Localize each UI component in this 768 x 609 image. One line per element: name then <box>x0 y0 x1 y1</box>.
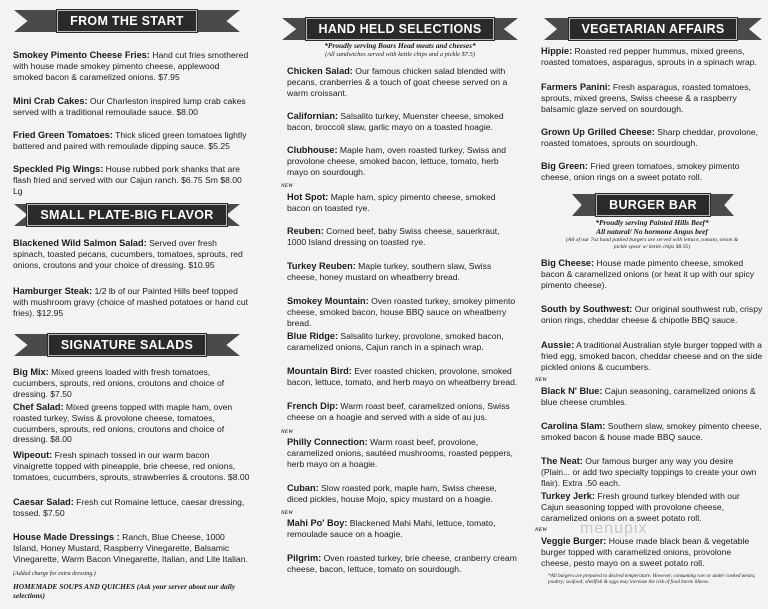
item-name: Smokey Mountain: <box>287 296 369 306</box>
item-desc: Corned beef, baby Swiss cheese, sauerkraut, 1000 Island dressing on toasted rye. <box>287 226 500 247</box>
menu-item <box>287 192 519 214</box>
item-name: Hot Spot: <box>287 192 329 202</box>
item-name: Mini Crab Cakes: <box>13 96 88 106</box>
item-desc: Served over fresh spinach, toasted pecans, cucumbers, tomatoes, sprouts, red onions, croutons and your choice of dressing. $10.95 <box>13 238 243 270</box>
item-desc: Our Charleston inspired lump crab cakes served with a traditional remoulade sauce. $8.00 <box>13 96 246 117</box>
section-banner-salads <box>14 334 240 356</box>
menu-item <box>287 437 519 469</box>
item-desc: Thick sliced green tomatoes lightly battered and paired with remoulade dipping sauce. $5.25 <box>13 130 247 151</box>
item-desc: Fresh cut Romaine lettuce, caesar dressing, tossed. $7.50 <box>13 497 245 518</box>
menu-item <box>541 491 763 523</box>
item-desc: Blackened Mahi Mahi, lettuce, tomato, remoulade sauce on a hoagie. <box>287 518 496 539</box>
item-desc: Salsalito turkey, provolone, smoked bacon, caramelized onions, Cajun ranch in a spinach wrap. <box>287 331 504 352</box>
menu-item <box>13 497 251 519</box>
item-desc: Warm roast beef, provolone, caramelized onions, sautéed mushrooms, roasted peppers, herb mayo on a hoagie. <box>287 437 513 469</box>
hand-note: *Proudly serving Boars Head meats and cheeses* <box>324 41 476 50</box>
item-name: Mahi Po' Boy: <box>287 518 348 528</box>
item-desc: Maple ham, oven roasted turkey, Swiss and provolone cheese, smoked bacon, lettuce, tomato, herb mayo on sourdough. <box>287 145 506 177</box>
item-name: Turkey Jerk: <box>541 491 595 501</box>
menu-item <box>13 50 251 82</box>
menu-item <box>13 96 251 118</box>
item-name: French Dip: <box>287 401 339 411</box>
item-name: Carolina Slam: <box>541 421 606 431</box>
menu-item <box>13 286 251 318</box>
item-name: Chef Salad: <box>13 402 64 412</box>
item-name: Wipeout: <box>13 450 53 460</box>
burger-subnote: (All of our 7oz hand pattied burgers are served with lettuce, tomato, onion & pickle spear w/ kettle chips $8.95) <box>565 237 739 250</box>
hand-subnote: (All sandwiches served with kettle chips and a pickle $7.5) <box>325 51 475 58</box>
item-name: Chicken Salad: <box>287 66 353 76</box>
item-desc: 1/2 lb of our Painted Hills beef topped with mushroom gravy (choice of mashed potatoes or hand cut fries). $12.95 <box>13 286 249 318</box>
item-desc: Mixed greens topped with maple ham, oven roasted turkey, Swiss & provolone cheese, tomatoes, cucumbers, sprouts, red onions, croutons and choice of dressing. $8.00 <box>13 402 233 445</box>
item-desc: Our original southwest rub, crispy onion rings, cheddar cheese & chipotle BBQ sauce. <box>541 304 763 325</box>
item-desc: Fresh ground turkey blended with our Cajun seasoning topped with provolone cheese, caramelized onions on a sweet potato roll. <box>541 491 740 523</box>
watermark: menupix <box>580 520 648 537</box>
burger-note-2: All natural/ No hormone Angus beef <box>596 227 708 236</box>
section-banner-burger <box>572 194 734 216</box>
item-name: Turkey Reuben: <box>287 261 356 271</box>
item-name: Clubhouse: <box>287 145 338 155</box>
menu-item <box>541 258 763 290</box>
item-desc: Mixed greens loaded with fresh tomatoes, cucumbers, sprouts, red onions, croutons and choice of dressing. $7.50 <box>13 367 225 399</box>
item-desc: House made black bean & vegetable burger topped with caramelized onions, provolone cheese, pesto mayo on a sweet potato roll. <box>541 536 750 568</box>
item-name: Veggie Burger: <box>541 536 607 546</box>
menu-item <box>13 532 251 564</box>
menu-item <box>287 483 519 505</box>
menu-item <box>287 366 519 388</box>
menu-item <box>13 402 251 445</box>
item-desc: Sharp cheddar, provolone, roasted tomatoes, sprouts on sourdough. <box>541 127 759 148</box>
menu-item <box>13 450 251 482</box>
item-name: Hamburger Steak: <box>13 286 93 296</box>
menu-item <box>13 164 251 196</box>
item-name: Blue Ridge: <box>287 331 339 341</box>
item-desc: Maple ham, spicy pimento cheese, smoked bacon on toasted rye. <box>287 192 496 213</box>
menu-item <box>541 46 763 68</box>
item-name: Californian: <box>287 111 339 121</box>
item-desc: Maple turkey, southern slaw, Swiss cheese, honey mustard on wheatberry bread. <box>287 261 492 282</box>
section-title-hand: HAND HELD SELECTIONS <box>306 18 495 40</box>
menu-item <box>541 340 763 372</box>
menu-item <box>541 456 763 488</box>
section-banner-start <box>14 10 240 32</box>
item-name: Big Green: <box>541 161 588 171</box>
item-name: Pilgrim: <box>287 553 322 563</box>
menu-item <box>287 145 519 177</box>
item-name: Fried Green Tomatoes: <box>13 130 113 140</box>
new-badge: NEW <box>281 511 293 516</box>
item-name: Big Mix: <box>13 367 49 377</box>
item-desc: House rubbed pork shanks that are flash fried and served with our Cajun ranch. $6.75 Sm $8.00 Lg <box>13 164 242 196</box>
section-title-burger: BURGER BAR <box>596 194 710 216</box>
burger-note: *Proudly serving Painted Hills Beef* <box>595 218 709 227</box>
item-name: Hippie: <box>541 46 573 56</box>
section-banner-hand <box>282 18 518 40</box>
section-title-veg: VEGETARIAN AFFAIRS <box>569 18 738 40</box>
section-title-start: FROM THE START <box>57 10 197 32</box>
menu-item <box>287 226 519 248</box>
item-desc: Oven roasted turkey, brie cheese, cranberry cream cheese, bacon, lettuce, tomato on sourdough. <box>287 553 517 574</box>
new-badge: NEW <box>535 378 547 383</box>
menu-item <box>13 130 251 152</box>
section-title-small: SMALL PLATE-BIG FLAVOR <box>27 204 226 226</box>
menu-item <box>287 261 519 283</box>
menu-item <box>287 401 519 423</box>
menu-item <box>287 518 519 540</box>
item-name: Reuben: <box>287 226 324 236</box>
section-banner-small <box>14 204 240 226</box>
item-desc: Fried green tomatoes, smokey pimento cheese, onion rings on a sweet potato roll. <box>541 161 740 182</box>
item-name: Cuban: <box>287 483 319 493</box>
item-desc: Fresh spinach tossed in our warm bacon vinaigrette topped with pineapple, brie cheese, red onions, tomatoes, cucumbers, sprouts, strawberries & croutons. $8.00 <box>13 450 250 482</box>
item-name: Philly Connection: <box>287 437 368 447</box>
menu-item <box>287 66 519 98</box>
menu-item <box>287 111 519 133</box>
item-desc: Southern slaw, smokey pimento cheese, smoked bacon & house made BBQ sauce. <box>541 421 762 442</box>
menu-item <box>541 421 763 443</box>
burger-footnote: *All burgers are prepared to desired temperature. However, consuming raw or under cooked meats; poultry; seafood; shellfish & eggs may increase the risk of food borne illness. <box>548 573 756 586</box>
menu-item <box>287 331 519 353</box>
item-desc: Slow roasted pork, maple ham, Swiss cheese, diced pickles, house Mojo, spicy mustard on a hoagie. <box>287 483 497 504</box>
item-desc: House made pimento cheese, smoked bacon & caramelized onions (or heat it up with our spicy pimento cheese). <box>541 258 755 290</box>
item-name: Caesar Salad: <box>13 497 74 507</box>
item-desc: Hand cut fries smothered with house made smokey pimento cheese, applewood smoked bacon & caramelized onions. $7.95 <box>13 50 249 82</box>
item-name: Farmers Panini: <box>541 82 611 92</box>
item-desc: Our famous chicken salad blended with pecans, cranberries & a touch of goat cheese served on a warm croissant. <box>287 66 508 98</box>
item-name: House Made Dressings : <box>13 532 120 542</box>
item-desc: Oven roasted turkey, smokey pimento cheese, smoked bacon, house BBQ sauce on wheatberry bread. <box>287 296 516 328</box>
menu-item <box>541 82 763 114</box>
new-badge: NEW <box>281 184 293 189</box>
section-title-salads: SIGNATURE SALADS <box>48 334 206 356</box>
item-desc: A traditional Australian style burger topped with a fried egg, smoked bacon, cheddar cheese and on the side pickled onions & cucumbers. <box>541 340 763 372</box>
menu-item <box>541 127 763 149</box>
menu-item <box>287 553 519 575</box>
item-name: Black N' Blue: <box>541 386 603 396</box>
menu-item <box>13 367 251 399</box>
dressing-note: (Added charge for extra dressing.) <box>13 571 96 577</box>
item-desc: Our famous burger any way you desire (Plain... or add two specialty toppings to create your own flair). Extra .50 each. <box>541 456 757 488</box>
menu-item <box>13 238 251 270</box>
item-desc: Roasted red pepper hummus, mixed greens, roasted tomatoes, asparagus, sprouts in a spinach wrap. <box>541 46 757 67</box>
item-desc: Fresh asparagus, roasted tomatoes, sprouts, mixed greens, Swiss cheese & a raspberry balsamic glaze served on sourdough. <box>541 82 751 114</box>
item-name: Grown Up Grilled Cheese: <box>541 127 655 137</box>
item-name: Big Cheese: <box>541 258 595 268</box>
item-desc: Ranch, Blue Cheese, 1000 Island, Honey Mustard, Raspberry Vinegarette, Balsamic Vinegarette, Warm Bacon Vinegarette, Italian, and Lite Italian. <box>13 532 248 564</box>
new-badge: NEW <box>535 528 547 533</box>
menu-item <box>541 386 763 408</box>
item-desc: Cajun seasoning, caramelized onions & blue cheese crumbles. <box>541 386 756 407</box>
menu-item <box>287 296 519 328</box>
item-name: Smokey Pimento Cheese Fries: <box>13 50 150 60</box>
menu-item <box>541 536 763 568</box>
item-name: Speckled Pig Wings: <box>13 164 104 174</box>
item-desc: Warm roast beef, caramelized onions, Swiss cheese on a hoagie and served with a side of au jus. <box>287 401 510 422</box>
menu-item <box>541 161 763 183</box>
item-desc: Salsalito turkey, Muenster cheese, smoked bacon, broccoli slaw, garlic mayo on a toasted hoagie. <box>287 111 504 132</box>
menu-item <box>541 304 763 326</box>
item-name: South by Southwest: <box>541 304 633 314</box>
item-name: Mountain Bird: <box>287 366 352 376</box>
footer-note: HOMEMADE SOUPS AND QUICHES (Ask your server about our daily selections) <box>13 582 236 600</box>
item-name: Blackened Wild Salmon Salad: <box>13 238 147 248</box>
item-desc: Ever roasted chicken, provolone, smoked bacon, lettuce, tomato, and herb mayo on wheatberry bread. <box>287 366 518 387</box>
item-name: The Neat: <box>541 456 583 466</box>
item-name: Aussie: <box>541 340 575 350</box>
section-banner-veg <box>544 18 762 40</box>
new-badge: NEW <box>281 430 293 435</box>
